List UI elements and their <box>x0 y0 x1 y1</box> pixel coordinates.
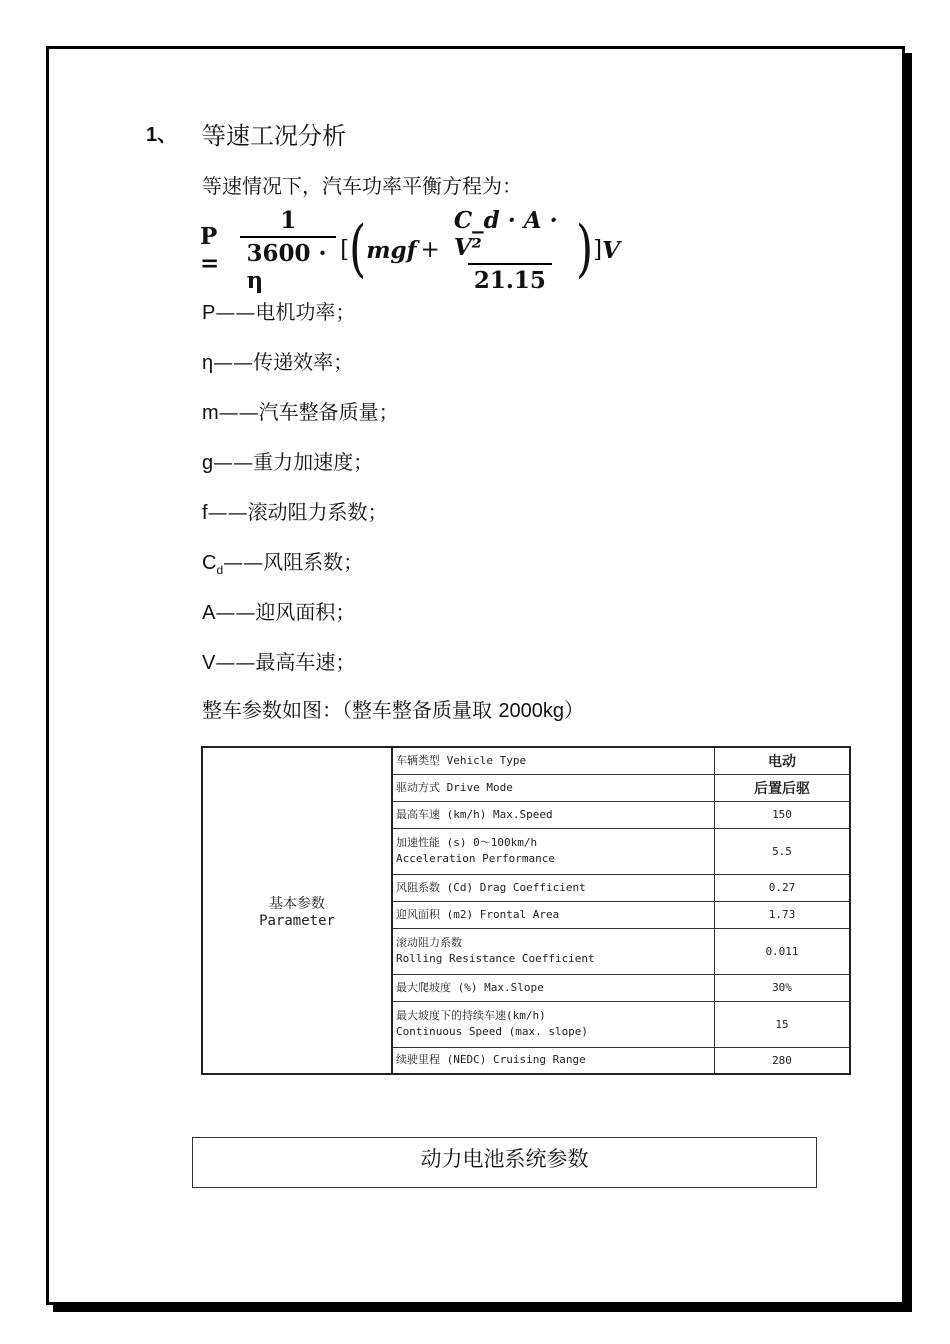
row-value: 30% <box>715 974 851 1001</box>
row-value: 1.73 <box>715 901 851 928</box>
row-label: 驱动方式 Drive Mode <box>392 774 715 801</box>
definition-symbol: η <box>202 352 214 374</box>
intro-text: 等速情况下，汽车功率平衡方程为： <box>202 174 522 198</box>
row-value: 150 <box>715 801 851 828</box>
formula-paren-close: ) <box>575 213 594 285</box>
formula-lhs: P = <box>200 223 220 277</box>
note-suffix: ） <box>563 698 584 722</box>
row-label: 续驶里程 (NEDC) Cruising Range <box>392 1047 715 1074</box>
row-label-line-1: 加速性能 (s) 0～100km/h <box>396 836 538 849</box>
definition-eta <box>202 346 353 375</box>
row-label: 迎风面积 (m2) Frontal Area <box>392 901 715 928</box>
note-prefix: 整车参数如图：（整车整备质量取 <box>202 698 499 722</box>
group-label-en: Parameter <box>259 912 335 929</box>
formula-bracket-open: [ <box>340 237 350 263</box>
vehicle-params-table <box>201 746 851 1075</box>
definition-cd <box>202 546 363 577</box>
definition-symbol: f <box>202 502 208 524</box>
fraction-1-numerator: 1 <box>280 206 297 234</box>
definition-symbol: A <box>202 602 216 624</box>
definition-symbol: C <box>202 552 217 574</box>
row-value: 后置后驱 <box>715 774 851 801</box>
row-label <box>392 828 715 874</box>
note-value: 2000kg <box>498 700 564 722</box>
row-label: 车辆类型 Vehicle Type <box>392 747 715 774</box>
battery-params-caption: 动力电池系统参数 <box>192 1137 817 1188</box>
formula-mgf: mgf <box>366 236 417 264</box>
definition-symbol: g <box>202 452 214 474</box>
formula-bracket-close: ] <box>593 237 603 263</box>
row-value: 15 <box>715 1001 851 1047</box>
section-number: 1、 <box>146 124 178 146</box>
row-value: 0.011 <box>715 928 851 974</box>
definition-g <box>202 446 373 475</box>
definition-a <box>202 596 355 625</box>
vehicle-params-note <box>202 694 584 723</box>
row-label: 风阻系数 (Cd) Drag Coefficient <box>392 874 715 901</box>
group-label-cn: 基本参数 <box>269 895 325 912</box>
formula-paren-open: ( <box>349 213 367 285</box>
table-row <box>202 747 850 774</box>
definition-text: ——电机功率； <box>215 300 356 324</box>
definition-text: ——汽车整备质量； <box>218 400 399 424</box>
row-value: 0.27 <box>715 874 851 901</box>
row-value: 280 <box>715 1047 851 1074</box>
definition-symbol: m <box>202 402 219 424</box>
formula-tail: V <box>602 236 620 264</box>
row-label-line-1: 滚动阻力系数 <box>396 936 462 949</box>
power-balance-formula <box>200 206 620 294</box>
row-label-line-2: Acceleration Performance <box>396 852 555 865</box>
definition-v <box>202 646 355 675</box>
row-label-line-2: Continuous Speed (max. slope) <box>396 1025 589 1038</box>
table-group-cell <box>202 747 392 1074</box>
section-title: 等速工况分析 <box>202 122 346 150</box>
definition-text: ——迎风面积； <box>215 600 356 624</box>
definition-text: ——传递效率； <box>213 350 354 374</box>
row-label <box>392 1001 715 1047</box>
row-label-line-1: 最大坡度下的持续车速(km/h) <box>396 1009 546 1022</box>
row-label: 最高车速 (km/h) Max.Speed <box>392 801 715 828</box>
definition-symbol: V <box>202 652 216 674</box>
row-label <box>392 928 715 974</box>
fraction-1-denominator: 3600 · η <box>240 236 336 294</box>
definition-text: ——风阻系数； <box>223 550 364 574</box>
definition-text: ——最高车速； <box>215 650 356 674</box>
definition-f <box>202 496 388 525</box>
section-heading <box>146 118 346 150</box>
row-label-line-2: Rolling Resistance Coefficient <box>396 952 595 965</box>
row-value: 电动 <box>715 747 851 774</box>
row-label: 最大爬坡度 (%) Max.Slope <box>392 974 715 1001</box>
definition-m <box>202 396 399 425</box>
fraction-2-numerator: C_d · A · V² <box>453 206 558 261</box>
definition-p <box>202 296 355 325</box>
definition-symbol: P <box>202 302 216 324</box>
formula-plus: + <box>420 237 440 263</box>
row-value: 5.5 <box>715 828 851 874</box>
formula-fraction-1 <box>240 207 336 294</box>
definition-subscript: d <box>216 563 224 577</box>
definition-text: ——滚动阻力系数； <box>207 500 388 524</box>
fraction-2-denominator: 21.15 <box>468 263 552 294</box>
formula-fraction-2 <box>448 207 572 294</box>
definition-text: ——重力加速度； <box>213 450 374 474</box>
